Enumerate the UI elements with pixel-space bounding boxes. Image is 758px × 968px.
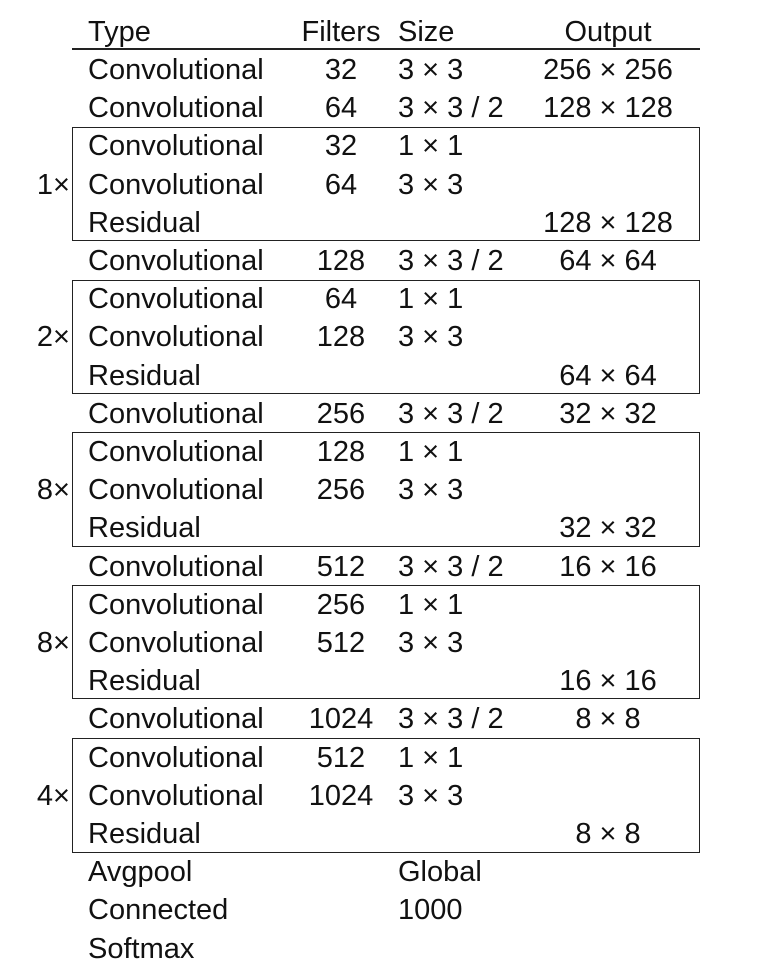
cell-filters: 64 xyxy=(324,283,358,315)
cell-type: Convolutional xyxy=(88,54,264,86)
cell-size: 3 × 3 xyxy=(398,54,464,86)
cell-type: Connected xyxy=(88,894,229,926)
cell-size: 3 × 3 / 2 xyxy=(398,92,504,124)
cell-type: Convolutional xyxy=(88,703,264,735)
cell-type: Convolutional xyxy=(88,436,264,468)
cell-size: 1000 xyxy=(398,894,463,926)
cell-output: 8 × 8 xyxy=(575,818,641,850)
cell-output: 16 × 16 xyxy=(559,551,657,583)
cell-size: 1 × 1 xyxy=(398,589,464,621)
header-type: Type xyxy=(88,16,151,48)
cell-output: 8 × 8 xyxy=(575,703,641,735)
cell-filters: 1024 xyxy=(308,703,374,735)
cell-size: Global xyxy=(398,856,482,888)
cell-size: 3 × 3 / 2 xyxy=(398,551,504,583)
header-output: Output xyxy=(564,16,652,48)
cell-type: Convolutional xyxy=(88,627,264,659)
cell-filters: 64 xyxy=(324,92,358,124)
repeat-multiplier: 1× xyxy=(36,169,70,201)
cell-type: Convolutional xyxy=(88,283,264,315)
cell-type: Residual xyxy=(88,512,201,544)
cell-filters: 128 xyxy=(316,436,366,468)
cell-size: 3 × 3 xyxy=(398,627,464,659)
cell-filters: 512 xyxy=(316,627,366,659)
cell-type: Residual xyxy=(88,818,201,850)
repeat-multiplier: 8× xyxy=(36,474,70,506)
cell-output: 16 × 16 xyxy=(559,665,657,697)
cell-filters: 32 xyxy=(324,54,358,86)
cell-type: Convolutional xyxy=(88,780,264,812)
cell-type: Residual xyxy=(88,360,201,392)
cell-filters: 256 xyxy=(316,398,366,430)
cell-size: 3 × 3 xyxy=(398,474,464,506)
cell-type: Residual xyxy=(88,207,201,239)
cell-output: 32 × 32 xyxy=(559,512,657,544)
cell-filters: 256 xyxy=(316,474,366,506)
cell-type: Avgpool xyxy=(88,856,193,888)
cell-filters: 256 xyxy=(316,589,366,621)
cell-filters: 64 xyxy=(324,169,358,201)
cell-type: Convolutional xyxy=(88,169,264,201)
cell-type: Convolutional xyxy=(88,92,264,124)
cell-size: 1 × 1 xyxy=(398,436,464,468)
cell-type: Convolutional xyxy=(88,551,264,583)
cell-filters: 32 xyxy=(324,130,358,162)
cell-size: 1 × 1 xyxy=(398,283,464,315)
cell-type: Residual xyxy=(88,665,201,697)
cell-size: 3 × 3 xyxy=(398,780,464,812)
cell-filters: 1024 xyxy=(308,780,374,812)
cell-size: 3 × 3 / 2 xyxy=(398,398,504,430)
cell-size: 3 × 3 xyxy=(398,321,464,353)
cell-output: 32 × 32 xyxy=(559,398,657,430)
repeat-multiplier: 8× xyxy=(36,627,70,659)
cell-filters: 128 xyxy=(316,245,366,277)
cell-type: Convolutional xyxy=(88,321,264,353)
cell-filters: 128 xyxy=(316,321,366,353)
cell-output: 64 × 64 xyxy=(559,360,657,392)
cell-size: 1 × 1 xyxy=(398,130,464,162)
cell-type: Convolutional xyxy=(88,589,264,621)
cell-type: Softmax xyxy=(88,933,195,965)
cell-size: 1 × 1 xyxy=(398,742,464,774)
cell-type: Convolutional xyxy=(88,398,264,430)
cell-type: Convolutional xyxy=(88,245,264,277)
cell-output: 128 × 128 xyxy=(543,92,673,124)
cell-output: 256 × 256 xyxy=(543,54,673,86)
header-size: Size xyxy=(398,16,455,48)
cell-filters: 512 xyxy=(316,742,366,774)
cell-output: 128 × 128 xyxy=(543,207,673,239)
cell-output: 64 × 64 xyxy=(559,245,657,277)
cell-size: 3 × 3 / 2 xyxy=(398,245,504,277)
cell-type: Convolutional xyxy=(88,742,264,774)
header-rule xyxy=(72,48,700,50)
header-filters: Filters xyxy=(301,16,381,48)
cell-type: Convolutional xyxy=(88,474,264,506)
cell-filters: 512 xyxy=(316,551,366,583)
cell-size: 3 × 3 / 2 xyxy=(398,703,504,735)
cell-size: 3 × 3 xyxy=(398,169,464,201)
cell-type: Convolutional xyxy=(88,130,264,162)
repeat-multiplier: 2× xyxy=(36,321,70,353)
repeat-multiplier: 4× xyxy=(36,780,70,812)
